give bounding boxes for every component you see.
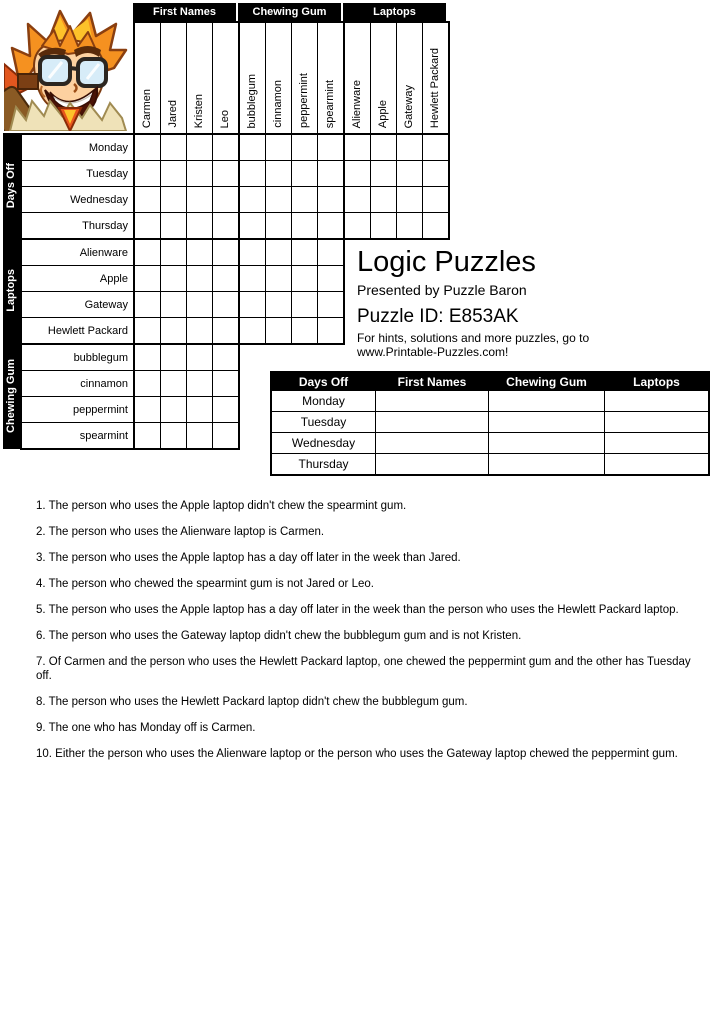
clue: 8. The person who uses the Hewlett Packard laptop didn't chew the bubblegum gum. [36, 696, 468, 708]
column-label [397, 23, 422, 133]
clue: 10. Either the person who uses the Alienware laptop or the person who uses the Gateway laptop chewed the peppermint gum. [36, 748, 678, 760]
grid-cell[interactable] [292, 135, 317, 160]
grid-cell[interactable] [213, 135, 238, 160]
website-text: www.Printable-Puzzles.com! [357, 345, 509, 359]
grid-cell[interactable] [213, 371, 238, 396]
grid-cell-block [238, 133, 345, 240]
grid-cell[interactable] [161, 318, 186, 343]
column-label-text: bubblegum [246, 73, 258, 128]
grid-cell-block [133, 238, 240, 345]
answer-header-cell: Chewing Gum [489, 372, 605, 391]
grid-cell[interactable] [213, 318, 238, 343]
row-labels-panel [20, 343, 135, 450]
grid-cell[interactable] [161, 423, 186, 448]
column-label [345, 23, 370, 133]
answer-cell[interactable] [489, 391, 605, 412]
column-label-text: Alienware [351, 79, 363, 128]
row-label: Apple [22, 266, 133, 291]
answer-day-label: Tuesday [271, 412, 376, 433]
clue: 3. The person who uses the Apple laptop has a day off later in the week than Jared. [36, 552, 461, 564]
column-label [423, 23, 448, 133]
grid-cell[interactable] [292, 240, 317, 265]
puzzle-id: Puzzle ID: E853AK [357, 306, 519, 327]
grid-cell[interactable] [161, 345, 186, 370]
row-label: Hewlett Packard [22, 318, 133, 343]
column-label [371, 23, 396, 133]
answer-header-cell: Days Off [271, 372, 376, 391]
column-labels-panel [238, 21, 345, 135]
row-group-label-text: Days Off [5, 162, 17, 209]
row-labels-panel [20, 238, 135, 345]
answer-cell[interactable] [376, 433, 489, 454]
grid-cell[interactable] [161, 213, 186, 238]
grid-cell[interactable] [135, 371, 160, 396]
grid-cell[interactable] [240, 213, 265, 238]
grid-cell[interactable] [423, 161, 448, 186]
column-label [292, 23, 317, 133]
answer-day-label: Wednesday [271, 433, 376, 454]
answer-cell[interactable] [605, 412, 710, 433]
grid-cell[interactable] [318, 292, 343, 317]
column-label-text: Kristen [193, 93, 205, 128]
grid-cell[interactable] [240, 187, 265, 212]
grid-cell[interactable] [318, 187, 343, 212]
column-label-text: Hewlett Packard [429, 47, 441, 128]
answer-cell[interactable] [489, 433, 605, 454]
row-labels-panel [20, 133, 135, 240]
grid-cell[interactable] [371, 187, 396, 212]
grid-cell[interactable] [371, 161, 396, 186]
row-group-header [3, 133, 20, 238]
clue: 1. The person who uses the Apple laptop didn't chew the spearmint gum. [36, 500, 407, 512]
grid-cell[interactable] [266, 213, 291, 238]
row-label: Wednesday [22, 187, 133, 212]
grid-cell[interactable] [187, 240, 212, 265]
column-label-text: Jared [167, 100, 179, 128]
grid-cell[interactable] [135, 423, 160, 448]
row-label: bubblegum [22, 345, 133, 370]
clue-list [36, 499, 692, 773]
grid-cell[interactable] [397, 213, 422, 238]
column-labels-panel [343, 21, 450, 135]
grid-cell[interactable] [135, 135, 160, 160]
column-label-text: spearmint [324, 79, 336, 128]
grid-cell-block [238, 238, 345, 345]
grid-cell-block [133, 133, 240, 240]
row-label: Thursday [22, 213, 133, 238]
answer-row [271, 454, 709, 476]
answer-day-label: Monday [271, 391, 376, 412]
column-label-text: Carmen [141, 88, 153, 128]
grid-cell[interactable] [187, 371, 212, 396]
row-label: Tuesday [22, 161, 133, 186]
grid-cell[interactable] [423, 135, 448, 160]
grid-cell[interactable] [292, 266, 317, 291]
grid-cell[interactable] [266, 318, 291, 343]
grid-cell[interactable] [292, 187, 317, 212]
grid-cell[interactable] [292, 161, 317, 186]
grid-cell[interactable] [318, 213, 343, 238]
page-subtitle: Presented by Puzzle Baron [357, 282, 527, 298]
grid-cell[interactable] [213, 423, 238, 448]
column-group-header: Chewing Gum [238, 3, 341, 21]
row-label: Alienware [22, 240, 133, 265]
grid-cell[interactable] [266, 292, 291, 317]
column-label [135, 23, 160, 133]
clue: 5. The person who uses the Apple laptop has a day off later in the week than the person who uses the Hewlett Packard laptop. [36, 604, 679, 616]
grid-cell[interactable] [213, 292, 238, 317]
grid-cell[interactable] [318, 161, 343, 186]
grid-cell[interactable] [135, 345, 160, 370]
clue: 7. Of Carmen and the person who uses the Hewlett Packard laptop, one chewed the peppermint gum and the other has Tuesday off. [36, 656, 691, 682]
grid-cell[interactable] [135, 318, 160, 343]
grid-cell-block [343, 133, 450, 240]
grid-cell[interactable] [266, 266, 291, 291]
grid-cell[interactable] [135, 397, 160, 422]
grid-cell[interactable] [423, 213, 448, 238]
column-label [213, 23, 238, 133]
grid-cell[interactable] [397, 135, 422, 160]
column-label-text: Leo [219, 109, 231, 128]
row-label: Monday [22, 135, 133, 160]
grid-cell[interactable] [371, 135, 396, 160]
answer-row [271, 433, 709, 454]
grid-cell[interactable] [135, 187, 160, 212]
grid-cell[interactable] [135, 161, 160, 186]
column-label-text: peppermint [298, 72, 310, 128]
puzzle-baron-mascot-icon [4, 4, 131, 131]
column-label [161, 23, 186, 133]
column-label [187, 23, 212, 133]
grid-cell[interactable] [213, 161, 238, 186]
grid-cell[interactable] [187, 187, 212, 212]
answer-cell[interactable] [376, 454, 489, 476]
grid-cell[interactable] [371, 213, 396, 238]
column-label-text: cinnamon [272, 80, 284, 128]
row-label: cinnamon [22, 371, 133, 396]
answer-header-cell: Laptops [605, 372, 710, 391]
grid-cell[interactable] [135, 266, 160, 291]
grid-cell[interactable] [240, 135, 265, 160]
column-label [240, 23, 265, 133]
grid-cell[interactable] [292, 292, 317, 317]
row-group-header [3, 343, 20, 448]
grid-cell[interactable] [135, 292, 160, 317]
clue: 9. The one who has Monday off is Carmen. [36, 722, 256, 734]
clue: 2. The person who uses the Alienware laptop is Carmen. [36, 526, 325, 538]
row-label: peppermint [22, 397, 133, 422]
grid-cell[interactable] [318, 318, 343, 343]
grid-cell[interactable] [213, 213, 238, 238]
answer-row [271, 412, 709, 433]
row-label: spearmint [22, 423, 133, 448]
clue: 6. The person who uses the Gateway laptop didn't chew the bubblegum gum and is not Kristen. [36, 630, 522, 642]
page-title: Logic Puzzles [357, 246, 536, 278]
grid-cell[interactable] [240, 266, 265, 291]
row-group-label-text: Laptops [5, 269, 17, 312]
row-group-header [3, 238, 20, 343]
grid-cell[interactable] [318, 240, 343, 265]
grid-cell[interactable] [161, 240, 186, 265]
grid-cell[interactable] [161, 371, 186, 396]
grid-cell[interactable] [135, 213, 160, 238]
grid-cell[interactable] [345, 187, 370, 212]
grid-cell[interactable] [266, 187, 291, 212]
answer-cell[interactable] [376, 412, 489, 433]
grid-cell[interactable] [318, 266, 343, 291]
grid-cell[interactable] [266, 135, 291, 160]
answer-table [270, 371, 710, 476]
column-group-header: First Names [133, 3, 236, 21]
grid-cell[interactable] [266, 240, 291, 265]
column-label [266, 23, 291, 133]
grid-cell[interactable] [240, 318, 265, 343]
column-labels-panel [133, 21, 240, 135]
answer-cell[interactable] [605, 391, 710, 412]
answer-row [271, 391, 709, 412]
grid-cell[interactable] [292, 213, 317, 238]
grid-cell[interactable] [397, 161, 422, 186]
row-label: Gateway [22, 292, 133, 317]
grid-cell[interactable] [240, 240, 265, 265]
grid-cell[interactable] [187, 135, 212, 160]
grid-cell[interactable] [213, 397, 238, 422]
grid-cell[interactable] [135, 240, 160, 265]
grid-cell[interactable] [240, 292, 265, 317]
grid-cell[interactable] [161, 266, 186, 291]
row-groups-sidebar [3, 133, 20, 449]
grid-cell[interactable] [213, 240, 238, 265]
column-label-text: Apple [377, 99, 389, 128]
grid-cell[interactable] [213, 345, 238, 370]
grid-cell[interactable] [161, 187, 186, 212]
grid-cell[interactable] [345, 213, 370, 238]
grid-cell[interactable] [161, 397, 186, 422]
row-group-label-text: Chewing Gum [5, 358, 17, 433]
answer-cell[interactable] [605, 433, 710, 454]
column-group-header: Laptops [343, 3, 446, 21]
grid-cell[interactable] [187, 318, 212, 343]
grid-cell[interactable] [161, 292, 186, 317]
answer-cell[interactable] [489, 412, 605, 433]
grid-cell-block [133, 343, 240, 450]
grid-cell[interactable] [397, 187, 422, 212]
hint-text [357, 331, 589, 359]
answer-cell[interactable] [605, 454, 710, 476]
grid-cell[interactable] [423, 187, 448, 212]
grid-cell[interactable] [187, 423, 212, 448]
answer-header-cell: First Names [376, 372, 489, 391]
grid-cell[interactable] [161, 161, 186, 186]
grid-cell[interactable] [161, 135, 186, 160]
answer-day-label: Thursday [271, 454, 376, 476]
column-label [318, 23, 343, 133]
grid-cell[interactable] [318, 135, 343, 160]
grid-cell[interactable] [213, 187, 238, 212]
answer-cell[interactable] [376, 391, 489, 412]
column-label-text: Gateway [403, 84, 415, 128]
grid-cell[interactable] [187, 345, 212, 370]
grid-cell[interactable] [187, 161, 212, 186]
grid-cell[interactable] [187, 213, 212, 238]
answer-table-header [271, 372, 709, 391]
grid-cell[interactable] [266, 161, 291, 186]
grid-cell[interactable] [292, 318, 317, 343]
answer-header-row [271, 372, 709, 391]
grid-cell[interactable] [345, 135, 370, 160]
mascot-illustration [4, 4, 131, 131]
grid-cell[interactable] [187, 292, 212, 317]
grid-cell[interactable] [240, 161, 265, 186]
grid-cell[interactable] [345, 161, 370, 186]
hint-line-1: For hints, solutions and more puzzles, go to [357, 331, 590, 345]
grid-cell[interactable] [187, 397, 212, 422]
grid-cell[interactable] [213, 266, 238, 291]
clue: 4. The person who chewed the spearmint gum is not Jared or Leo. [36, 578, 374, 590]
answer-table-body [271, 391, 709, 476]
answer-cell[interactable] [489, 454, 605, 476]
grid-cell[interactable] [187, 266, 212, 291]
